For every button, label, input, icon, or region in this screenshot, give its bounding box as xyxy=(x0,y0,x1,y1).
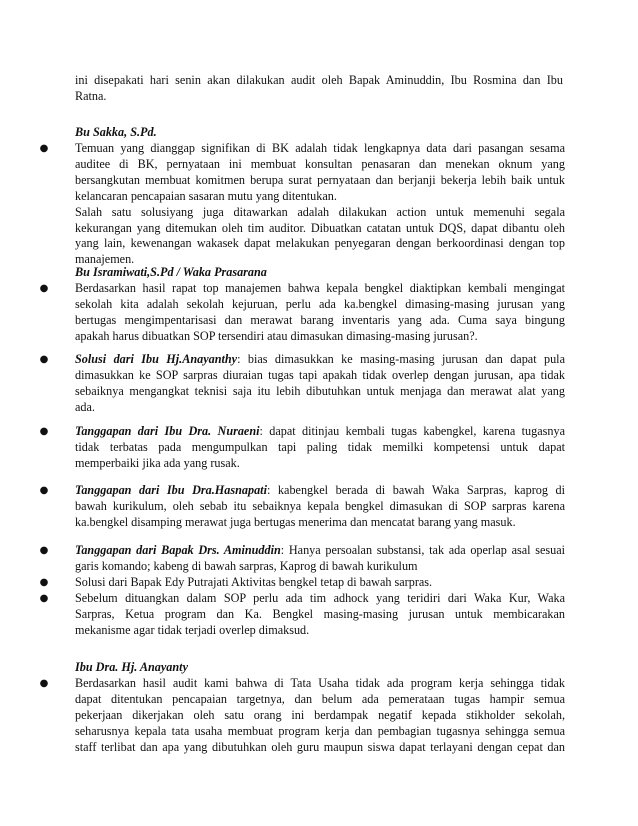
lead-rest: : dapat ditinjau kembali tugas kabengkel, karena tugasnya xyxy=(259,424,565,438)
text-line: bersangkutan membuat komitmen berupa surat pernyataan dan berjanji bekerja lebih baik untuk xyxy=(75,172,565,187)
text-line: Ratna. xyxy=(75,88,107,103)
text-line: sebaiknya mengangkat teknisi saja itu lebih dibutuhkan untuk menjaga dan merawat alat yang xyxy=(75,383,565,398)
text-line: dapat ditentukan pencapaian targetnya, dan belum ada pemerataan tugas hampir semua xyxy=(75,691,565,706)
text-line: seharusnya kepala tata usaha membuat program kerja dan pembagian tugasnya sehingga semua xyxy=(75,723,565,738)
lead-rest: : bias dimasukkan ke masing-masing jurusan dan dapat pula xyxy=(237,352,565,366)
bullet-item-sakka xyxy=(39,141,565,268)
bullet-icon: ● xyxy=(39,426,49,437)
text-line: mekanisme agar tidak terjadi overlep dimaksud. xyxy=(75,622,310,637)
lead-rest: : Hanya persoalan substansi, tak ada operlap asal sesuai xyxy=(280,543,565,557)
bullet-item-isramiwati xyxy=(39,281,565,345)
text-line: ka.bengkel disamping merawat juga bertugas menerima dan mencatat barang yang masuk. xyxy=(75,514,516,529)
speaker-lead: Tanggapan dari Bapak Drs. Aminuddin xyxy=(75,543,281,557)
section-heading-sakka: Bu Sakka, S.Pd. xyxy=(75,125,157,139)
speaker-lead: Solusi dari Ibu Hj.Anayanthy xyxy=(75,352,238,366)
text-line: Berdasarkan hasil rapat top manajemen bahwa kepala bengkel diaktipkan kembali mengingat xyxy=(75,281,565,295)
text-line: auditee di BK, pernyataan ini membuat konsultan penasaran dan menekan oknum yang xyxy=(75,156,565,171)
text-line xyxy=(75,352,565,368)
bullet-icon: ● xyxy=(39,485,49,496)
bullet-icon: ● xyxy=(39,283,49,294)
bullet-icon: ● xyxy=(39,143,49,154)
text-line: Temuan yang dianggap signifikan di BK adalah tidak lengkapnya data dari pasangan sesama xyxy=(75,141,565,155)
bullet-item-anayanthy xyxy=(39,352,565,416)
bullet-icon: ● xyxy=(39,678,49,689)
text-line: yang lain, kewenangan wakasek dapat melakukan penyegaran dengan berkoordinasi dengan top xyxy=(75,236,565,251)
text-line: Sebelum dituangkan dalam SOP perlu ada tim adhock yang teridiri dari Waka Kur, Waka xyxy=(75,591,565,605)
text-line: Sarpras, Ketua program dan Ka. Bengkel masing-masing jurusan untuk membicarakan xyxy=(75,606,565,621)
section-heading-isramiwati: Bu Isramiwati,S.Pd / Waka Prasarana xyxy=(75,265,267,279)
text-line: ada. xyxy=(75,399,95,414)
text-line: dimasukkan ke SOP sarpras diuraian tugas tapi apakah tidak overlep dengan jurusan, apa tidak xyxy=(75,367,565,382)
text-line: ini disepakati hari senin akan dilakukan audit oleh Bapak Aminuddin, Ibu Rosmina dan Ibu xyxy=(75,73,563,87)
text-line: Berdasarkan hasil audit kami bahwa di Tata Usaha tidak ada program kerja sehingga tidak xyxy=(75,676,565,690)
bullet-icon: ● xyxy=(39,354,49,365)
bullet-item-hasnapati xyxy=(39,483,565,531)
bullet-icon: ● xyxy=(39,545,49,556)
text-line xyxy=(75,543,565,559)
intro-paragraph xyxy=(75,73,563,105)
bullet-icon: ● xyxy=(39,593,49,604)
text-line: kelancaran pencapaian sasaran mutu yang ditentukan. xyxy=(75,188,337,203)
text-line: Solusi dari Bapak Edy Putrajati Aktivitas bengkel tetap di bawah sarpras. xyxy=(75,575,433,589)
text-line xyxy=(75,483,565,499)
bullet-item-adhock xyxy=(39,591,565,639)
section-heading-anayanty: Ibu Dra. Hj. Anayanty xyxy=(75,660,188,674)
text-line: kekurangan yang ditemukan oleh tim auditor. Dibuatkan catatan untuk DQS, dapat dibantu oleh xyxy=(75,220,565,235)
text-line: bawah kurikulum, oleh sebab itu sebaiknya kepala bengkel dimasukan di SOP sarpras karena xyxy=(75,498,565,513)
text-line: pekerjaan dikerjakan oleh satu orang ini berdampak negatif kepada stikholder sekolah, xyxy=(75,707,565,722)
bullet-item-edy xyxy=(39,575,565,591)
text-line: bertugas mengimpentarisasi dan merawat barang inventaris yang ada. Cuma saya bingung xyxy=(75,312,565,327)
speaker-lead: Tanggapan dari Ibu Dra. Nuraeni xyxy=(75,424,260,438)
bullet-item-aminuddin xyxy=(39,543,565,575)
lead-rest: : kabengkel berada di bawah Waka Sarpras, kaprog di xyxy=(266,483,565,497)
text-line: tidak terbatas pada mengumpulkan tapi paling tidak memilki kompetensi untuk dapat xyxy=(75,439,565,454)
text-line: apakah harus dibuatkan SOP tersendiri atau dimasukan dimasing-masing jurusan?. xyxy=(75,328,478,343)
bullet-item-anayanty xyxy=(39,676,565,756)
bullet-icon: ● xyxy=(39,577,49,588)
text-line: memperbaiki jika ada yang rusak. xyxy=(75,455,240,470)
text-line: manajemen. xyxy=(75,252,135,267)
text-line: sekolah kita adalah sekolah kejuruan, perlu ada ka.bengkel dimasing-masing jurusan yang xyxy=(75,296,565,311)
text-line: Salah satu solusiyang juga ditawarkan adalah dilakukan action untuk memenuhi segala xyxy=(75,204,565,219)
bullet-item-nuraeni xyxy=(39,424,565,472)
text-line: garis komando; kabeng di bawah sarpras, Kaprog di bawah kurikulum xyxy=(75,558,418,573)
text-line: staff terlibat dan apa yang dibutuhkan oleh guru maupun siswa dapat terlayani dengan cepat dan xyxy=(75,739,565,754)
speaker-lead: Tanggapan dari Ibu Dra.Hasnapati xyxy=(75,483,267,497)
text-line xyxy=(75,424,565,440)
